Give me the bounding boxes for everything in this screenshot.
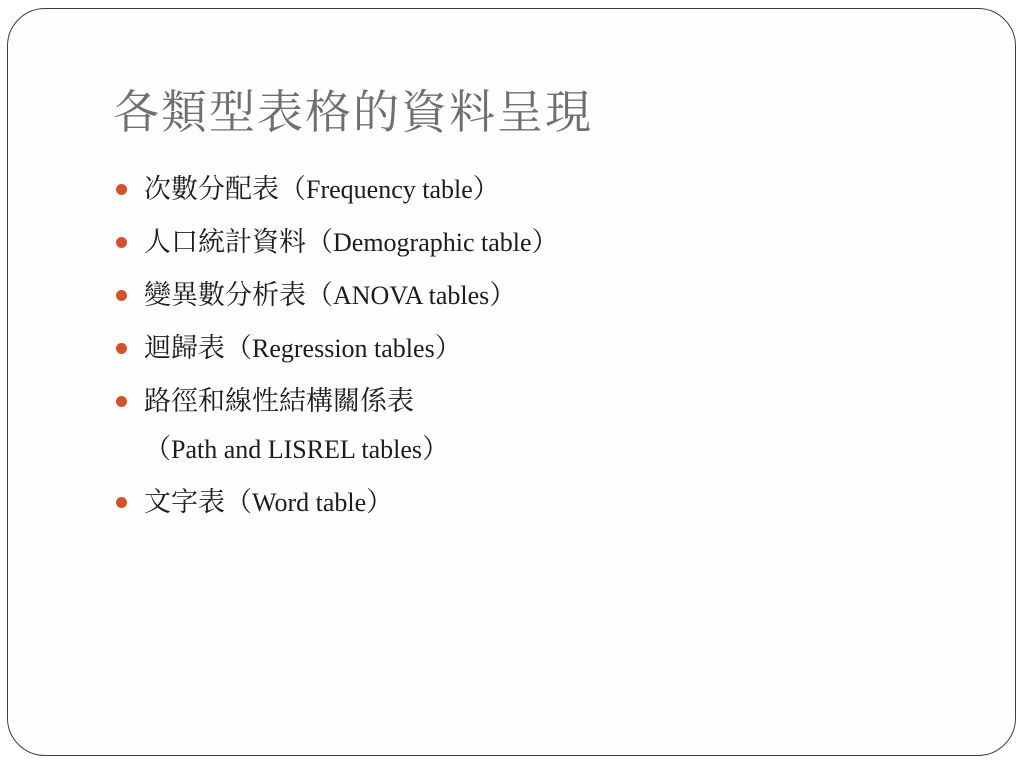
bullet-dot-icon <box>116 497 127 508</box>
bullet-item-anova-tables <box>116 272 559 320</box>
bullet-dot-icon <box>116 290 127 301</box>
bullet-en-text: ANOVA tables <box>333 281 490 310</box>
bullet-en-text: Demographic table <box>333 228 532 257</box>
bullet-dot-icon <box>116 343 127 354</box>
bullet-zh-text: 次數分配表（ <box>144 174 306 205</box>
bullet-open-paren: （ <box>144 434 171 465</box>
bullet-zh-text: 人口統計資料（ <box>144 227 333 258</box>
bullet-dot-icon <box>116 237 127 248</box>
bullet-close-paren: ） <box>489 280 517 311</box>
bullet-item-frequency-table <box>116 166 559 214</box>
bullet-close-paren: ） <box>366 487 394 518</box>
bullet-zh-text: 文字表（ <box>144 487 252 518</box>
bullet-en-text: Regression tables <box>252 334 435 363</box>
bullet-list <box>116 166 559 532</box>
bullet-en-text: Word table <box>252 488 367 517</box>
bullet-item-path-lisrel-tables <box>116 378 559 474</box>
bullet-close-paren: ） <box>422 434 450 465</box>
bullet-zh-text: 變異數分析表（ <box>144 280 333 311</box>
bullet-close-paren: ） <box>434 333 462 364</box>
bullet-close-paren: ） <box>531 227 559 258</box>
bullet-zh-text: 路徑和線性結構關係表 <box>144 386 414 417</box>
bullet-en-text: Frequency table <box>306 175 473 204</box>
bullet-item-demographic-table <box>116 219 559 267</box>
bullet-close-paren: ） <box>472 174 500 205</box>
slide-title: 各類型表格的資料呈現 <box>113 85 593 139</box>
bullet-dot-icon <box>116 184 127 195</box>
bullet-second-line <box>144 426 559 474</box>
bullet-en-text: Path and LISREL tables <box>171 435 423 464</box>
bullet-zh-text: 迴歸表（ <box>144 333 252 364</box>
bullet-dot-icon <box>116 396 127 407</box>
bullet-item-regression-tables <box>116 325 559 373</box>
bullet-item-word-table <box>116 479 559 527</box>
